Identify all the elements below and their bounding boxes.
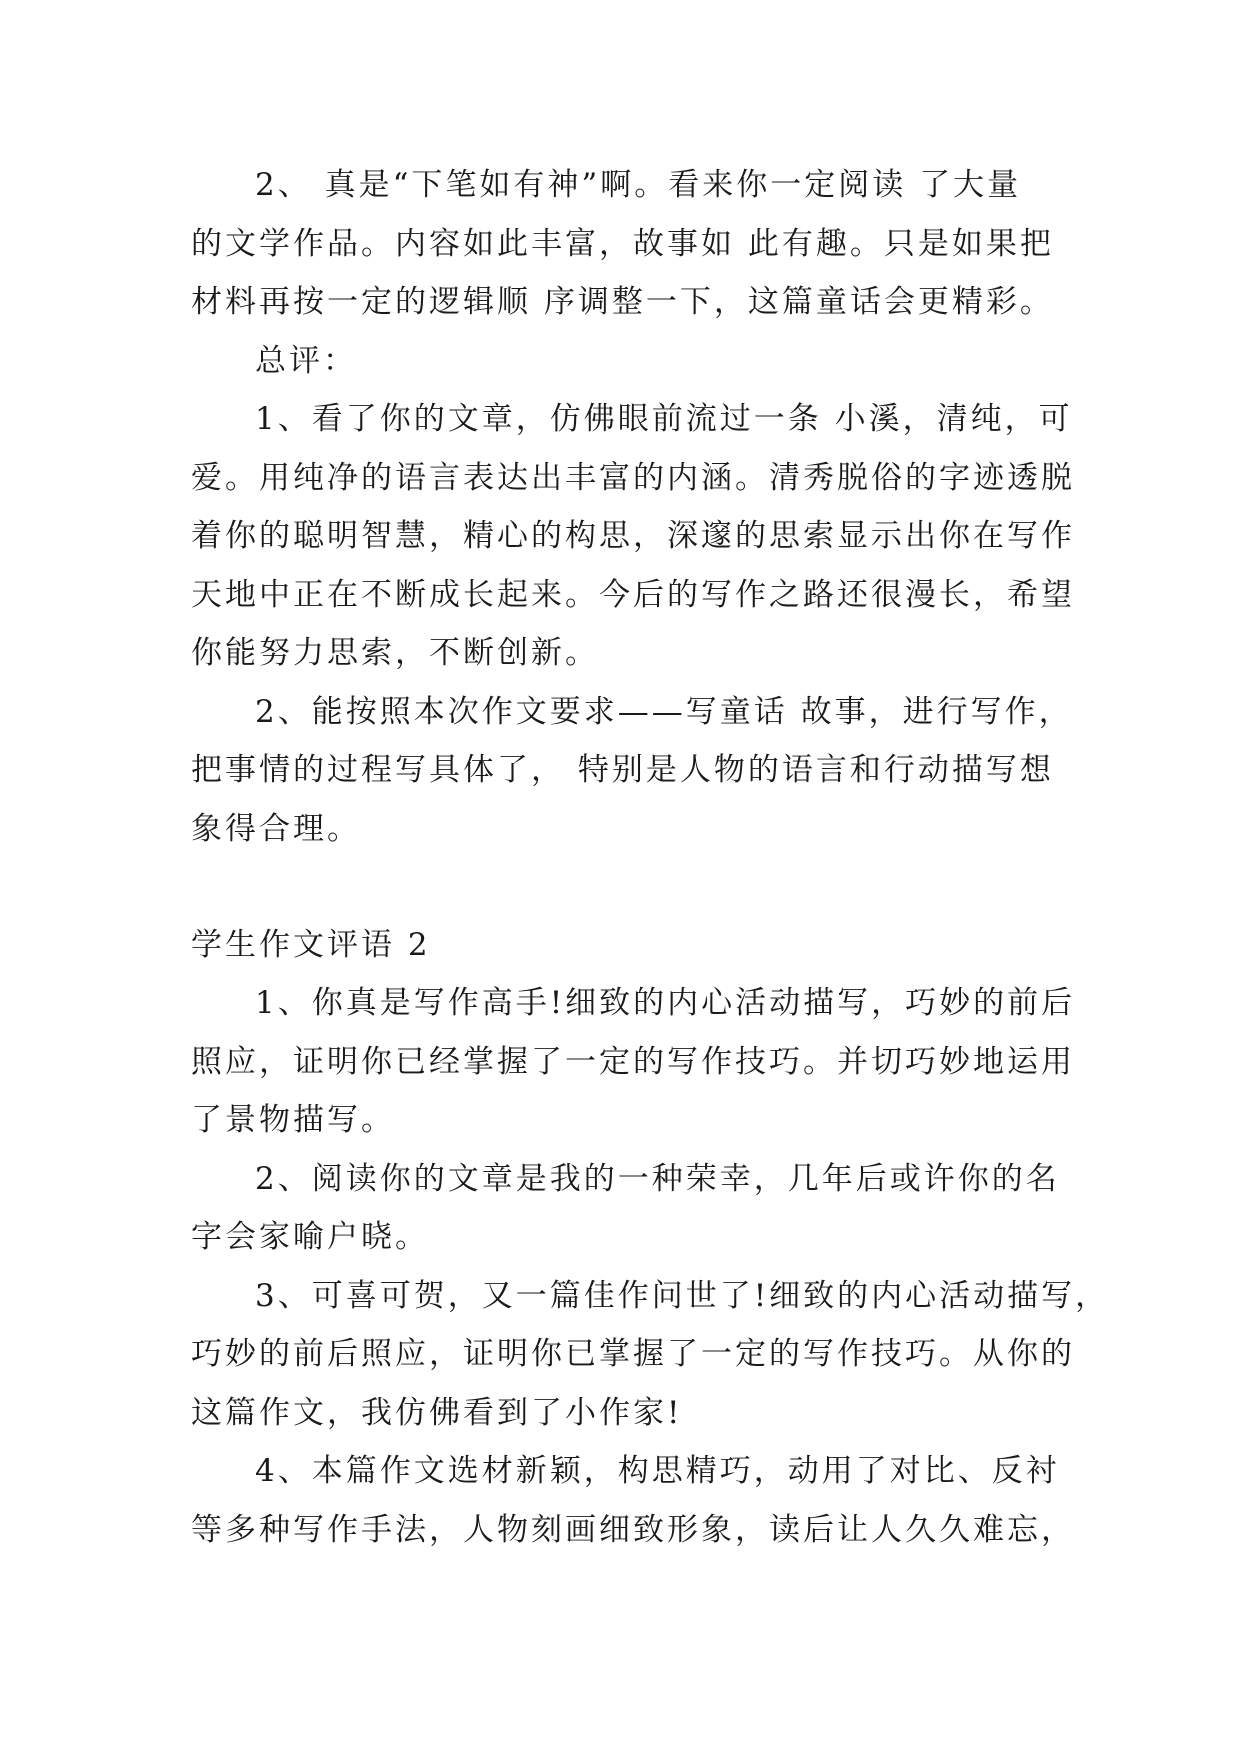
paragraph-line: 1、看了你的文章，仿佛眼前流过一条 小溪，清纯，可	[255, 401, 1073, 437]
paragraph-line: 材料再按一定的逻辑顺 序调整一下，这篇童话会更精彩。	[191, 284, 1054, 320]
paragraph-line: 照应，证明你已经掌握了一定的写作技巧。并切巧妙地运用	[191, 1044, 1075, 1080]
paragraph-line: 巧妙的前后照应，证明你已掌握了一定的写作技巧。从你的	[191, 1336, 1075, 1372]
paragraph-line: 2、 真是“下笔如有神”啊。看来你一定阅读 了大量	[255, 167, 1022, 203]
paragraph-line: 这篇作文，我仿佛看到了小作家!	[191, 1395, 683, 1431]
paragraph-line: 等多种写作手法，人物刻画细致形象，读后让人久久难忘，	[191, 1512, 1075, 1548]
paragraph-line: 2、能按照本次作文要求——写童话 故事，进行写作，	[255, 694, 1073, 730]
paragraph-line: 2、阅读你的文章是我的一种荣幸，几年后或许你的名	[255, 1161, 1060, 1197]
paragraph-line: 爱。用纯净的语言表达出丰富的内涵。清秀脱俗的字迹透脱	[191, 460, 1075, 496]
paragraph-line: 的文学作品。内容如此丰富，故事如 此有趣。只是如果把	[191, 226, 1054, 262]
paragraph-line: 3、可喜可贺，又一篇佳作问世了!细致的内心活动描写，	[255, 1278, 1110, 1314]
paragraph-line: 1、你真是写作高手!细致的内心活动描写，巧妙的前后	[255, 985, 1076, 1021]
paragraph-line: 了景物描写。	[191, 1102, 395, 1138]
section-heading: 学生作文评语 2	[191, 927, 431, 963]
paragraph-line: 着你的聪明智慧，精心的构思，深邃的思索显示出你在写作	[191, 518, 1075, 554]
section-label: 总评：	[255, 343, 357, 379]
paragraph-line: 你能努力思索，不断创新。	[191, 635, 599, 671]
paragraph-line: 4、本篇作文选材新颖，构思精巧，动用了对比、反衬	[255, 1453, 1060, 1489]
paragraph-line: 象得合理。	[191, 811, 361, 847]
paragraph-line: 把事情的过程写具体了， 特别是人物的语言和行动描写想	[191, 752, 1054, 788]
paragraph-line: 天地中正在不断成长起来。今后的写作之路还很漫长，希望	[191, 577, 1075, 613]
paragraph-line: 字会家喻户晓。	[191, 1219, 429, 1255]
